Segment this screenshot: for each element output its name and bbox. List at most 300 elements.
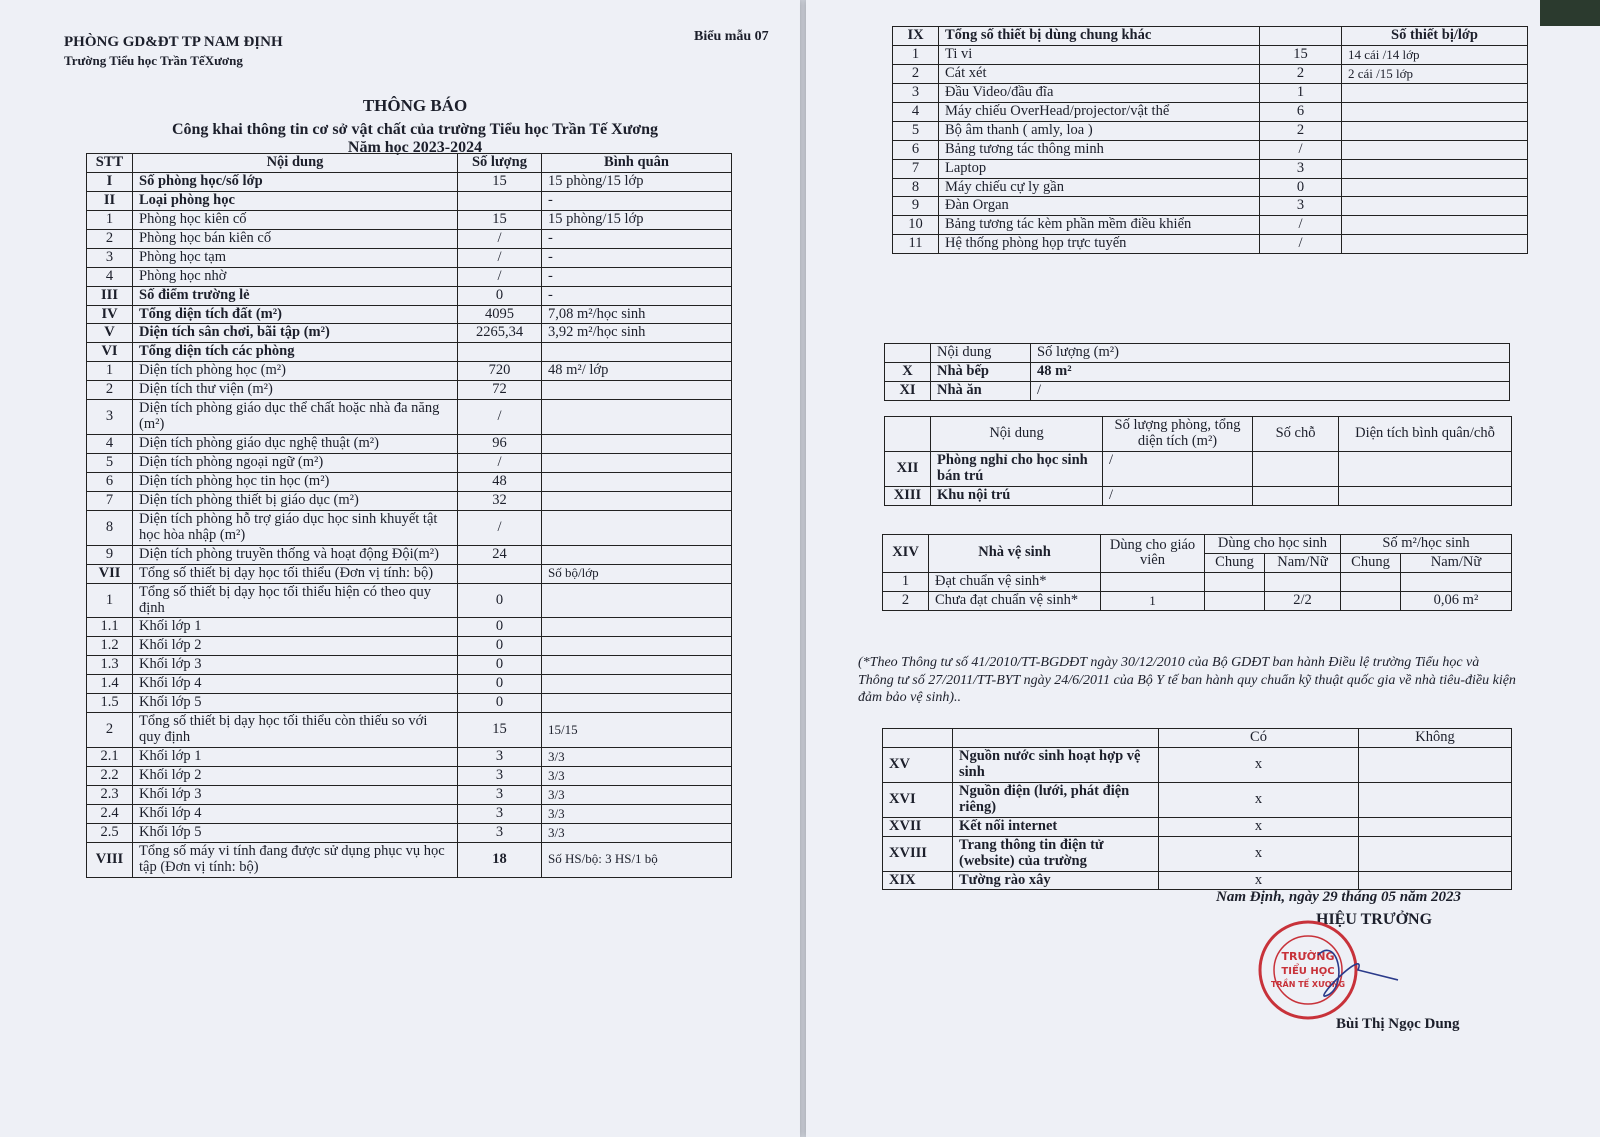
row-content-unit: (Đơn vị tính: bộ) xyxy=(160,858,259,875)
table-row xyxy=(87,229,732,248)
row-content xyxy=(133,804,458,823)
row-qty: 0 xyxy=(458,675,542,694)
row-content-main: Khối lớp 3 xyxy=(139,656,202,673)
row-stt: 1.3 xyxy=(87,656,133,675)
row-qty xyxy=(458,343,542,362)
row-stt: II xyxy=(87,191,133,210)
row-qty: / xyxy=(458,454,542,473)
row-qty xyxy=(458,191,542,210)
table-row xyxy=(893,102,1528,121)
row-avg: - xyxy=(542,229,732,248)
row-content xyxy=(133,713,458,748)
row-qty: 15 xyxy=(1260,45,1342,64)
row-qty: 3 xyxy=(458,766,542,785)
row-content-main: Tổng số thiết bị dạy học tối thiểu còn thiếu so với quy định xyxy=(139,713,428,746)
row-avg: - xyxy=(542,267,732,286)
row-qty: / xyxy=(458,400,542,435)
row-qty: 3 xyxy=(1260,159,1342,178)
row-content-main: Khối lớp 5 xyxy=(139,823,202,840)
row-stt: 2.2 xyxy=(87,766,133,785)
row-content xyxy=(133,675,458,694)
row-qty: 72 xyxy=(458,381,542,400)
row-content: Phòng học nhờ xyxy=(133,267,458,286)
toilet-table xyxy=(882,534,1512,611)
row-yes: x xyxy=(1159,871,1359,890)
table-row xyxy=(87,435,732,454)
col-header-no: Không xyxy=(1359,729,1512,748)
col-header-common: Chung xyxy=(1205,553,1265,572)
table-row xyxy=(885,362,1510,381)
row-content xyxy=(133,637,458,656)
row-stt: 8 xyxy=(893,178,939,197)
row-stt: 2.4 xyxy=(87,804,133,823)
table-header-row xyxy=(893,27,1528,46)
row-qty: 15 xyxy=(458,713,542,748)
table-row xyxy=(893,159,1528,178)
row-stt: 3 xyxy=(893,83,939,102)
row-content: Bảng tương tác thông minh xyxy=(939,140,1260,159)
row-avg: 15/15 xyxy=(542,713,732,748)
shared-equipment-table xyxy=(892,26,1528,254)
row-teacher: 1 xyxy=(1101,591,1205,610)
toilet-table-body xyxy=(883,572,1512,610)
row-stt: 2 xyxy=(87,713,133,748)
row-content xyxy=(133,748,458,767)
row-stt: 2.5 xyxy=(87,823,133,842)
row-content: Diện tích phòng thiết bị giáo dục (m²) xyxy=(133,491,458,510)
row-content: Số điểm trường lẻ xyxy=(133,286,458,305)
row-qty: 2 xyxy=(1260,121,1342,140)
col-header-common: Chung xyxy=(1341,553,1401,572)
row-avg: Số HS/bộ: 3 HS/1 bộ xyxy=(542,842,732,877)
table-row xyxy=(87,191,732,210)
table-row xyxy=(87,381,732,400)
form-number: Biểu mẫu 07 xyxy=(694,29,769,44)
section-number: XI xyxy=(885,381,931,400)
department-name: PHÒNG GD&ĐT TP NAM ĐỊNH xyxy=(64,34,283,50)
row-stt: 2.1 xyxy=(87,748,133,767)
row-avg: 3,92 m²/học sinh xyxy=(542,324,732,343)
row-avg xyxy=(1342,121,1528,140)
svg-text:TIỂU HỌC: TIỂU HỌC xyxy=(1281,966,1335,977)
table-row xyxy=(893,197,1528,216)
row-content: Nguồn điện (lưới, phát điện riêng) xyxy=(953,782,1159,817)
col-header-teacher: Dùng cho giáo viên xyxy=(1101,535,1205,573)
school-name: Trường Tiểu học Trần TếXương xyxy=(64,53,243,68)
row-avg xyxy=(1342,235,1528,254)
row-content: Phòng học tạm xyxy=(133,248,458,267)
table-row xyxy=(883,572,1512,591)
row-content-main: Khối lớp 2 xyxy=(139,637,202,654)
row-content: Laptop xyxy=(939,159,1260,178)
row-content-main: Khối lớp 1 xyxy=(139,748,202,764)
row-avg xyxy=(542,381,732,400)
row-stt: 8 xyxy=(87,510,133,545)
row-content: Tổng diện tích đất (m²) xyxy=(133,305,458,324)
row-student-gender xyxy=(1265,572,1341,591)
blank-cell xyxy=(885,344,931,363)
row-name: Đạt chuẩn vệ sinh* xyxy=(929,572,1101,591)
row-avg: 14 cái /14 lớp xyxy=(1342,45,1528,64)
table-row xyxy=(883,591,1512,610)
row-content: Kết nối internet xyxy=(953,817,1159,836)
row-avg xyxy=(542,583,732,618)
col-header-avg: Diện tích bình quân/chỗ xyxy=(1339,417,1512,452)
table-row xyxy=(893,64,1528,83)
row-content: Phòng nghỉ cho học sinh bán trú xyxy=(931,451,1103,486)
row-avg: 3/3 xyxy=(542,823,732,842)
row-avg xyxy=(1339,486,1512,505)
row-student-common xyxy=(1205,572,1265,591)
row-content: Hệ thống phòng họp trực tuyến xyxy=(939,235,1260,254)
col-header-content: Nội dung xyxy=(133,154,458,173)
row-stt: 3 xyxy=(87,248,133,267)
row-qty: 720 xyxy=(458,362,542,381)
row-content-main: Khối lớp 1 xyxy=(139,618,202,635)
table-row xyxy=(87,766,732,785)
col-header-avg: Số thiết bị/lớp xyxy=(1342,27,1528,46)
row-content-main: Khối lớp 5 xyxy=(139,694,202,711)
table-row xyxy=(87,804,732,823)
row-qty: 0 xyxy=(1260,178,1342,197)
row-content-main: Khối lớp 4 xyxy=(139,804,202,821)
row-no xyxy=(1359,747,1512,782)
row-qty: 24 xyxy=(458,545,542,564)
row-avg: 7,08 m²/học sinh xyxy=(542,305,732,324)
row-qty: 0 xyxy=(458,656,542,675)
table-row xyxy=(893,83,1528,102)
row-qty: 0 xyxy=(458,583,542,618)
row-qty: 0 xyxy=(458,694,542,713)
col-header-name: Nhà vệ sinh xyxy=(929,535,1101,573)
row-rooms: / xyxy=(1103,451,1253,486)
signature-date: Nam Định, ngày 29 tháng 05 năm 2023 xyxy=(1216,889,1462,905)
row-avg: 3/3 xyxy=(542,804,732,823)
svg-text:TRƯỜNG: TRƯỜNG xyxy=(1281,950,1335,963)
row-stt: VI xyxy=(87,343,133,362)
school-seal-icon xyxy=(1258,915,1408,1025)
row-qty: / xyxy=(1260,235,1342,254)
svg-text:TRẦN TẾ XƯƠNG: TRẦN TẾ XƯƠNG xyxy=(1270,980,1346,989)
row-stt: 1 xyxy=(893,45,939,64)
utilities-table-body xyxy=(883,747,1512,890)
table-row xyxy=(893,178,1528,197)
row-qty: 3 xyxy=(458,823,542,842)
row-content: Ti vi xyxy=(939,45,1260,64)
row-avg xyxy=(542,454,732,473)
row-stt: 10 xyxy=(893,216,939,235)
row-stt: VII xyxy=(87,564,133,583)
col-header-stt: STT xyxy=(87,154,133,173)
row-stt: 1.1 xyxy=(87,618,133,637)
row-content: Đầu Video/đầu đĩa xyxy=(939,83,1260,102)
row-content: Diện tích phòng giáo dục thể chất hoặc nhà đa năng (m²) xyxy=(133,400,458,435)
row-qty: 48 xyxy=(458,472,542,491)
row-qty: 3 xyxy=(458,748,542,767)
col-header-qty: Số lượng (m²) xyxy=(1031,344,1510,363)
table-row xyxy=(87,286,732,305)
row-qty: / xyxy=(1260,140,1342,159)
row-content: Loại phòng học xyxy=(133,191,458,210)
row-places xyxy=(1253,486,1339,505)
row-content: Phòng học bán kiên cố xyxy=(133,229,458,248)
table-header-row xyxy=(885,417,1512,452)
row-qty: 32 xyxy=(458,491,542,510)
row-qty: 48 m² xyxy=(1031,362,1510,381)
row-avg: 15 phòng/15 lớp xyxy=(542,172,732,191)
table-row xyxy=(893,45,1528,64)
row-avg xyxy=(542,510,732,545)
table-row xyxy=(885,451,1512,486)
row-avg: 2 cái /15 lớp xyxy=(1342,64,1528,83)
table-row xyxy=(893,121,1528,140)
row-stt: I xyxy=(87,172,133,191)
row-stt: 9 xyxy=(87,545,133,564)
row-stt: 6 xyxy=(893,140,939,159)
row-places xyxy=(1253,451,1339,486)
row-qty: 0 xyxy=(458,286,542,305)
row-name: Chưa đạt chuẩn vệ sinh* xyxy=(929,591,1101,610)
col-header-area: Số m²/học sinh xyxy=(1341,535,1512,554)
row-stt: 2 xyxy=(883,591,929,610)
facilities-table xyxy=(86,153,732,878)
row-avg xyxy=(1342,216,1528,235)
section-number: XIII xyxy=(885,486,931,505)
row-avg: Số bộ/lớp xyxy=(542,564,732,583)
row-avg xyxy=(542,637,732,656)
legal-note: (*Theo Thông tư số 41/2010/TT-BGDĐT ngày 30/12/2010 của Bộ GDĐT ban hành Điều lệ trường Tiểu học và Thông tư số 27/2011/TT-BYT ngày 24/6/2011 của Bộ Y tế ban hành quy chuẩn kỹ thuật quốc gia về nhà tiêu-điều kiện đảm bảo vệ sinh).. xyxy=(858,655,1516,705)
row-no xyxy=(1359,836,1512,871)
row-yes: x xyxy=(1159,817,1359,836)
row-avg xyxy=(1342,83,1528,102)
table-row xyxy=(883,747,1512,782)
row-content xyxy=(133,694,458,713)
table-row xyxy=(87,210,732,229)
row-qty: / xyxy=(1031,381,1510,400)
row-qty: 2 xyxy=(1260,64,1342,83)
row-stt: 7 xyxy=(893,159,939,178)
row-stt: 4 xyxy=(893,102,939,121)
table-row xyxy=(87,545,732,564)
table-row xyxy=(87,656,732,675)
row-stt: XVI xyxy=(883,782,953,817)
table-row xyxy=(885,486,1512,505)
row-avg: 15 phòng/15 lớp xyxy=(542,210,732,229)
row-avg xyxy=(542,694,732,713)
table-header-row xyxy=(883,535,1512,554)
table-row xyxy=(87,823,732,842)
row-qty: / xyxy=(458,248,542,267)
row-stt: 4 xyxy=(87,267,133,286)
col-header-gender: Nam/Nữ xyxy=(1265,553,1341,572)
table-row xyxy=(87,583,732,618)
table-row xyxy=(883,836,1512,871)
row-content xyxy=(133,656,458,675)
row-content-main: Tổng số máy vi tính đang được sử dụng phục vụ học tập xyxy=(139,842,445,875)
row-avg xyxy=(542,656,732,675)
row-no xyxy=(1359,871,1512,890)
row-qty: 18 xyxy=(458,842,542,877)
row-content: Diện tích phòng ngoại ngữ (m²) xyxy=(133,454,458,473)
row-content: Nguồn nước sinh hoạt hợp vệ sinh xyxy=(953,747,1159,782)
row-avg xyxy=(542,545,732,564)
row-stt: 7 xyxy=(87,491,133,510)
table-row xyxy=(87,748,732,767)
doc-subtitle: Công khai thông tin cơ sở vật chất của trường Tiểu học Trần Tế Xương xyxy=(171,121,659,138)
table-row xyxy=(87,305,732,324)
row-content-main: Tổng số thiết bị dạy học tối thiểu xyxy=(139,564,332,581)
row-stt: 11 xyxy=(893,235,939,254)
row-stt: 2 xyxy=(87,381,133,400)
utilities-table xyxy=(882,728,1512,890)
row-avg: - xyxy=(542,286,732,305)
row-content xyxy=(133,583,458,618)
desk-corner xyxy=(1540,0,1600,26)
table-header-row xyxy=(883,729,1512,748)
table-row xyxy=(893,216,1528,235)
row-content: Khu nội trú xyxy=(931,486,1103,505)
signer-name: Bùi Thị Ngọc Dung xyxy=(1336,1016,1460,1032)
col-header-avg: Bình quân xyxy=(542,154,732,173)
row-avg: 3/3 xyxy=(542,785,732,804)
blank-cell xyxy=(883,729,953,748)
table-row xyxy=(87,400,732,435)
row-qty: 2265,34 xyxy=(458,324,542,343)
row-avg: - xyxy=(542,248,732,267)
row-qty: 4095 xyxy=(458,305,542,324)
row-avg xyxy=(542,491,732,510)
row-stt: 1 xyxy=(87,210,133,229)
row-stt: 1 xyxy=(87,362,133,381)
table-row xyxy=(87,618,732,637)
row-qty: 3 xyxy=(1260,197,1342,216)
row-stt: 4 xyxy=(87,435,133,454)
row-content: Phòng học kiên cố xyxy=(133,210,458,229)
section-number: XII xyxy=(885,451,931,486)
table-row xyxy=(883,817,1512,836)
row-teacher xyxy=(1101,572,1205,591)
row-stt: 1 xyxy=(883,572,929,591)
row-content: Đàn Organ xyxy=(939,197,1260,216)
row-qty: 0 xyxy=(458,637,542,656)
table-row xyxy=(87,675,732,694)
row-content: Nhà ăn xyxy=(931,381,1031,400)
row-content: Diện tích phòng học (m²) xyxy=(133,362,458,381)
section-number: IX xyxy=(893,27,939,46)
row-content: Diện tích phòng truyền thống và hoạt động Đội(m²) xyxy=(133,545,458,564)
row-avg xyxy=(542,435,732,454)
row-avg: - xyxy=(542,191,732,210)
row-content xyxy=(133,564,458,583)
row-area-gender: 0,06 m² xyxy=(1401,591,1512,610)
row-stt: V xyxy=(87,324,133,343)
table-row xyxy=(87,324,732,343)
col-header-qty: Số lượng xyxy=(458,154,542,173)
table-row xyxy=(87,564,732,583)
row-area-common xyxy=(1341,572,1401,591)
row-avg: 3/3 xyxy=(542,766,732,785)
row-avg xyxy=(542,400,732,435)
row-avg xyxy=(1342,178,1528,197)
table-row xyxy=(893,140,1528,159)
boarding-table xyxy=(884,416,1512,506)
table-row xyxy=(87,343,732,362)
row-avg xyxy=(542,618,732,637)
row-avg xyxy=(542,675,732,694)
col-header-yes: Có xyxy=(1159,729,1359,748)
row-stt: XVIII xyxy=(883,836,953,871)
row-area-gender xyxy=(1401,572,1512,591)
col-header-content: Nội dung xyxy=(931,417,1103,452)
row-qty xyxy=(458,564,542,583)
row-qty: 3 xyxy=(458,785,542,804)
row-stt: 2.3 xyxy=(87,785,133,804)
row-content: Diện tích phòng hỗ trợ giáo dục học sinh khuyết tật học hòa nhập (m²) xyxy=(133,510,458,545)
row-qty: 96 xyxy=(458,435,542,454)
table-row xyxy=(883,871,1512,890)
row-content: Diện tích phòng học tin học (m²) xyxy=(133,472,458,491)
row-avg: 48 m²/ lớp xyxy=(542,362,732,381)
table-row xyxy=(883,782,1512,817)
row-student-gender: 2/2 xyxy=(1265,591,1341,610)
section-title: Tổng số thiết bị dùng chung khác xyxy=(939,27,1260,46)
blank-cell xyxy=(953,729,1159,748)
row-qty: 0 xyxy=(458,618,542,637)
table-row xyxy=(87,713,732,748)
row-stt: XV xyxy=(883,747,953,782)
col-header-gender: Nam/Nữ xyxy=(1401,553,1512,572)
row-no xyxy=(1359,782,1512,817)
row-content-main: Khối lớp 2 xyxy=(139,766,202,783)
row-qty: 6 xyxy=(1260,102,1342,121)
table-row xyxy=(893,235,1528,254)
table-row xyxy=(87,510,732,545)
row-content: Diện tích thư viện (m²) xyxy=(133,381,458,400)
blank-cell xyxy=(885,417,931,452)
row-rooms: / xyxy=(1103,486,1253,505)
row-content: Máy chiếu OverHead/projector/vật thể xyxy=(939,102,1260,121)
row-content xyxy=(133,785,458,804)
table-row xyxy=(87,491,732,510)
row-content: Diện tích phòng giáo dục nghệ thuật (m²) xyxy=(133,435,458,454)
col-header-content: Nội dung xyxy=(931,344,1031,363)
table-row xyxy=(87,472,732,491)
row-content: Diện tích sân chơi, bãi tập (m²) xyxy=(133,324,458,343)
row-stt: 1.5 xyxy=(87,694,133,713)
principal-title: HIỆU TRƯỞNG xyxy=(1316,911,1433,928)
row-content: Máy chiếu cự ly gần xyxy=(939,178,1260,197)
row-stt: 9 xyxy=(893,197,939,216)
row-stt: 2 xyxy=(87,229,133,248)
doc-title: THÔNG BÁO xyxy=(362,96,468,115)
row-content-main: Khối lớp 3 xyxy=(139,785,202,802)
row-content-unit: (Đơn vị tính: bộ) xyxy=(334,564,434,581)
col-header-places: Số chỗ xyxy=(1253,417,1339,452)
table-row xyxy=(87,172,732,191)
school-year: Năm học 2023-2024 xyxy=(347,139,483,156)
row-content: Tổng diện tích các phòng xyxy=(133,343,458,362)
row-content xyxy=(133,618,458,637)
row-qty: / xyxy=(1260,216,1342,235)
row-content xyxy=(133,842,458,877)
row-yes: x xyxy=(1159,782,1359,817)
row-qty: 15 xyxy=(458,210,542,229)
row-avg xyxy=(1339,451,1512,486)
kitchen-table xyxy=(884,343,1510,401)
row-yes: x xyxy=(1159,747,1359,782)
row-no xyxy=(1359,817,1512,836)
row-avg xyxy=(1342,197,1528,216)
